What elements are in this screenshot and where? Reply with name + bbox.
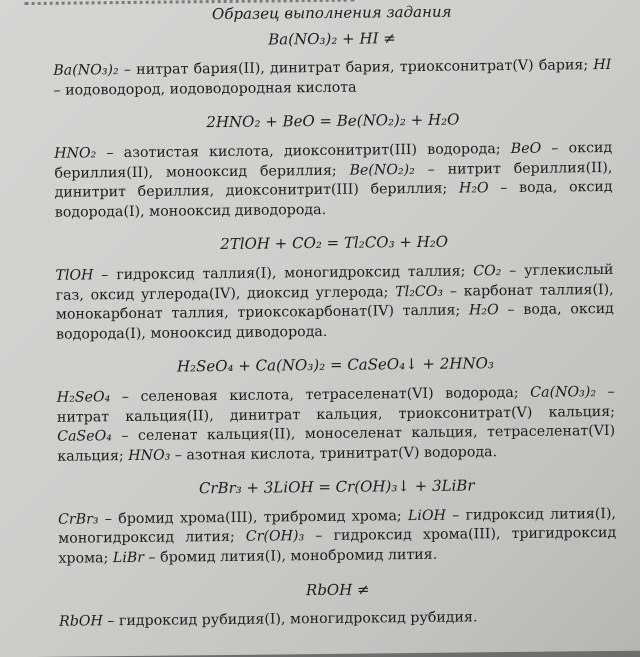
page-heading: Образец выполнения задания bbox=[211, 2, 452, 24]
reaction-equation: 2HNO₂ + BeO = Be(NO₂)₂ + H₂O bbox=[206, 110, 460, 132]
description-text: – нитрит бериллия(II), динитрит бериллия, диоксонитрит(III) бериллия; bbox=[54, 159, 613, 201]
formula: BeO bbox=[510, 140, 542, 157]
description-text: – гидроксид рубидия(I), моногидроксид рубидия. bbox=[102, 609, 478, 630]
formula: HNO₂ bbox=[54, 145, 97, 162]
reaction-equation: 2TlOH + CO₂ = Tl₂CO₃ + H₂O bbox=[220, 232, 449, 254]
formula: Ba(NO₃)₂ bbox=[53, 62, 119, 79]
formula: LiOH bbox=[407, 507, 446, 524]
description-text: – иодоводород, иодоводородная кислота bbox=[53, 79, 357, 99]
reaction-description bbox=[57, 383, 616, 467]
description-text: – нитрат бария(II), динитрат бария, триоксонитрат(V) бария; bbox=[118, 57, 594, 79]
formula: H₂O bbox=[458, 180, 489, 197]
description-text: – азотная кислота, тринитрат(V) водорода. bbox=[170, 443, 498, 464]
formula: RbOH bbox=[59, 613, 103, 630]
formula: HI bbox=[593, 57, 612, 74]
reaction-description bbox=[59, 607, 617, 632]
formula: H₂O bbox=[468, 302, 499, 319]
description-text: – селенат кальция(II), моноселенат кальция, тетраселенат(VI) кальция; bbox=[57, 423, 616, 465]
reaction-equation: CrBr₃ + 3LiOH = Cr(OH)₃↓ + 3LiBr bbox=[198, 476, 475, 498]
reaction-equation: RbOH ≠ bbox=[305, 580, 370, 599]
description-text: – карбонат таллия(I), монокарбонат таллия, триоксокарбонат(IV) таллия; bbox=[55, 281, 614, 323]
reaction-blocks bbox=[53, 27, 617, 633]
formula: CrBr₃ bbox=[57, 511, 99, 528]
description-text: – углекислый газ, оксид углерода(IV), диоксид углерода; bbox=[55, 261, 614, 304]
reaction-equation: H₂SeO₄ + Ca(NO₃)₂ = CaSeO₄↓ + 2HNO₃ bbox=[176, 354, 495, 376]
reaction-equation: Ba(NO₃)₂ + HI ≠ bbox=[268, 28, 396, 49]
description-text: – вода, оксид водорода(I), монооксид диводорода. bbox=[56, 301, 614, 343]
formula: H₂SeO₄ bbox=[56, 389, 111, 406]
formula: CO₂ bbox=[473, 263, 502, 280]
formula: LiBr bbox=[112, 549, 145, 567]
reaction-description bbox=[54, 139, 613, 223]
formula: CaSeO₄ bbox=[57, 428, 112, 445]
reaction-description bbox=[53, 56, 611, 101]
description-text: – бромид лития(I), монобромид лития. bbox=[143, 546, 438, 566]
description-text: – бромид хрома(III), трибромид хрома; bbox=[98, 507, 409, 528]
formula: Cr(OH)₃ bbox=[245, 528, 305, 546]
formula: HNO₃ bbox=[128, 447, 171, 464]
description-text: – селеновая кислота, тетраселенат(VI) водорода; bbox=[110, 384, 531, 406]
reaction-description bbox=[58, 505, 617, 570]
description-text: – азотистая кислота, диоксонитрит(III) водорода; bbox=[96, 140, 511, 162]
reaction-description bbox=[55, 261, 614, 345]
formula: Ca(NO₃)₂ bbox=[530, 384, 597, 401]
formula: Tl₂CO₃ bbox=[395, 283, 444, 300]
formula: Be(NO₂)₂ bbox=[349, 161, 415, 179]
page-content bbox=[53, 1, 618, 647]
formula: TlOH bbox=[55, 267, 94, 284]
description-text: – вода, оксид водорода(I), монооксид диводорода. bbox=[54, 179, 613, 221]
description-text: – гидроксид лития(I), моногидроксид лития; bbox=[58, 505, 617, 548]
description-text: – оксид бериллия(II), монооксид бериллия; bbox=[54, 139, 613, 182]
description-text: – гидроксид таллия(I), моногидроксид таллия; bbox=[93, 263, 474, 284]
description-text: – гидроксид хрома(III), тригидроксид хрома; bbox=[58, 525, 617, 567]
description-text: – нитрат кальция(II), динитрат кальция, триоксонитрат(V) кальция; bbox=[56, 383, 616, 426]
